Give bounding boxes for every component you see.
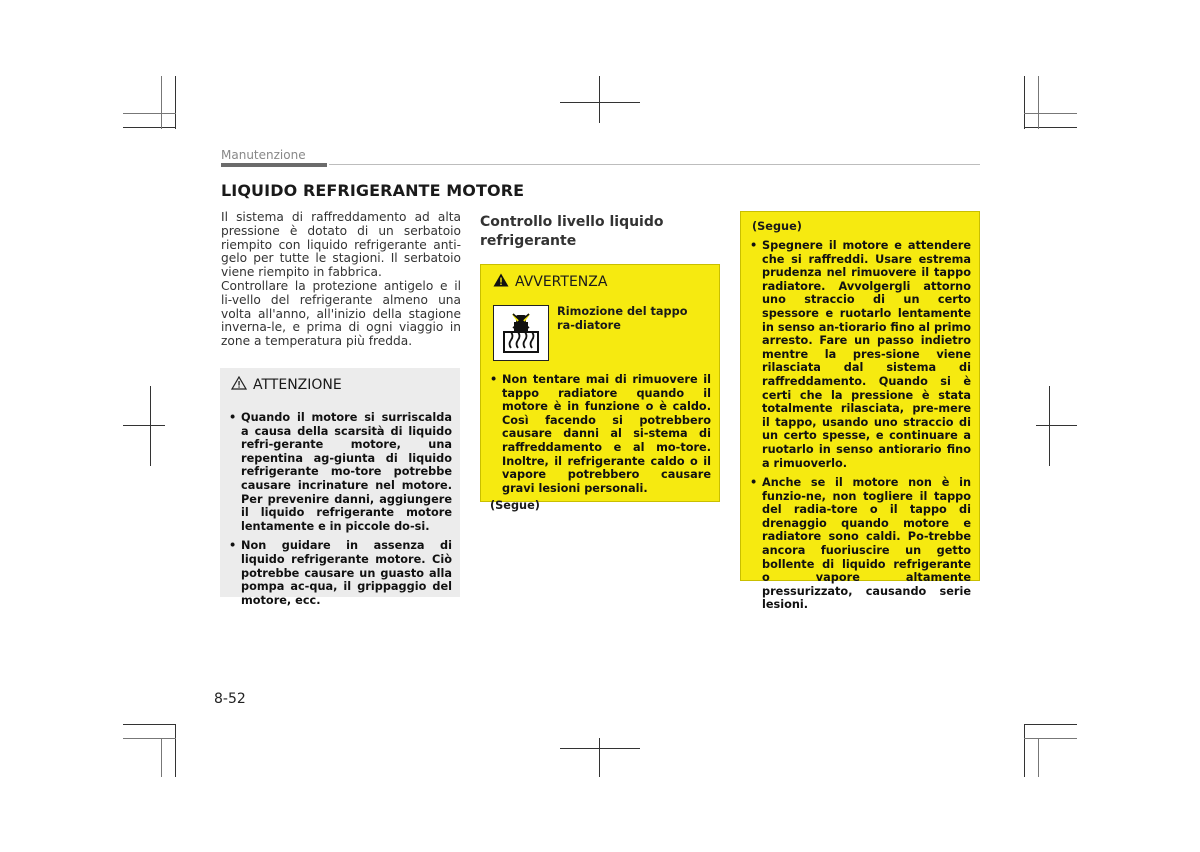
crop-mark <box>175 724 176 777</box>
crop-mark <box>123 425 165 426</box>
list-item: • Anche se il motore non è in funzio-ne, non togliere il tappo del radia-tore o il tappo di drenaggio quando motore e radiatore sono caldi. Po-trebbe ancora fuoriuscire un getto bollente di liquido refrigerante o vapore altamente pressurizzato, causando serie lesioni. <box>749 476 971 612</box>
crop-mark <box>1024 76 1025 129</box>
caution-title-text: ATTENZIONE <box>253 377 342 393</box>
crop-mark <box>150 386 151 466</box>
page-number: 8-52 <box>214 691 246 707</box>
warning-triangle-icon <box>493 273 509 291</box>
warning-title <box>493 273 711 291</box>
crop-mark <box>161 76 162 129</box>
radiator-cap-hot-icon <box>493 305 549 361</box>
warning-triangle-icon <box>231 376 247 394</box>
intro-paragraph: Il sistema di raffreddamento ad alta pressione è dotato di un serbatoio riempito con liquido refrigerante anti-gelo per tutte le stagioni. Il serbatoio viene riempito in fabbrica. <box>221 210 461 280</box>
crop-mark <box>560 748 640 749</box>
pictogram-caption: Rimozione del tappo ra-diatore <box>557 305 688 332</box>
crop-mark <box>1038 738 1039 777</box>
list-item: • Non tentare mai di rimuovere il tappo radiatore quando il motore è in funzione o è caldo. Così facendo si potrebbero causare danni al si-stema di raffreddamento e al mo-tore. Inoltre, il refrigerante caldo o il vapore potrebbero causare gravi lesioni personali. <box>489 373 711 495</box>
crop-mark <box>560 102 640 103</box>
warning-box <box>480 264 720 513</box>
crop-mark <box>1024 113 1077 114</box>
crop-mark <box>1024 724 1025 777</box>
section-rule <box>221 163 327 167</box>
crop-mark <box>1038 76 1039 129</box>
page-title: LIQUIDO REFRIGERANTE MOTORE <box>221 181 525 200</box>
crop-mark <box>1024 127 1077 128</box>
crop-mark <box>175 76 176 129</box>
warning-title-text: AVVERTENZA <box>515 274 608 290</box>
continuation-list <box>749 239 971 612</box>
subsection-title: Controllo livello liquido refrigerante <box>480 214 664 249</box>
crop-mark <box>123 724 176 725</box>
caution-title <box>231 376 452 394</box>
crop-mark <box>123 738 176 739</box>
crop-mark <box>1024 738 1077 739</box>
continuation-box <box>740 211 980 612</box>
crop-mark <box>1036 425 1077 426</box>
crop-mark <box>161 738 162 777</box>
crop-mark <box>123 113 176 114</box>
intro-text <box>221 211 461 349</box>
crop-mark <box>1049 386 1050 466</box>
list-item: • Quando il motore si surriscalda a causa della scarsità di liquido refri-gerante motore, una repentina ag-giunta di liquido refrigerante mo-tore potrebbe causare incrinature nel motore. Per prevenire danni, aggiungere il liquido refrigerante motore lentamente e in piccole do-si. <box>228 411 452 533</box>
section-label: Manutenzione <box>221 148 306 162</box>
caution-list <box>228 411 452 607</box>
continued-label: (Segue) <box>752 220 802 233</box>
warning-list <box>489 373 711 495</box>
list-item: • Spegnere il motore e attendere che si raffreddi. Usare estrema prudenza nel rimuovere il tappo radiatore. Avvolgergli attorno uno straccio di un certo spessore e ruotarlo lentamente in senso an-tiorario fino al primo arresto. Fare un passo indietro mentre la pres-sione viene rilasciata dal sistema di raffreddamento. Quando si è certi che la pressione è stata totalmente rilasciata, pre-mere il tappo, usando uno straccio di un certo spesse, e continuare a ruotarlo in senso antiorario fino a rimuoverlo. <box>749 239 971 470</box>
intro-paragraph: Controllare la protezione antigelo e il li-vello del refrigerante almeno una volta all'anno, all'inizio della stagione inverna-le, e prima di ogni viaggio in zone a temperatura più fredda. <box>221 278 461 349</box>
continued-label: (Segue) <box>490 499 540 513</box>
list-item: • Non guidare in assenza di liquido refrigerante motore. Ciò potrebbe causare un guasto alla pompa ac-qua, il grippaggio del motore, ecc. <box>228 539 452 607</box>
crop-mark <box>123 127 176 128</box>
pictogram-row <box>489 305 711 361</box>
caution-box <box>220 368 460 607</box>
crop-mark <box>1024 724 1077 725</box>
section-rule <box>329 164 980 165</box>
crop-mark <box>599 76 600 123</box>
crop-mark <box>599 738 600 777</box>
